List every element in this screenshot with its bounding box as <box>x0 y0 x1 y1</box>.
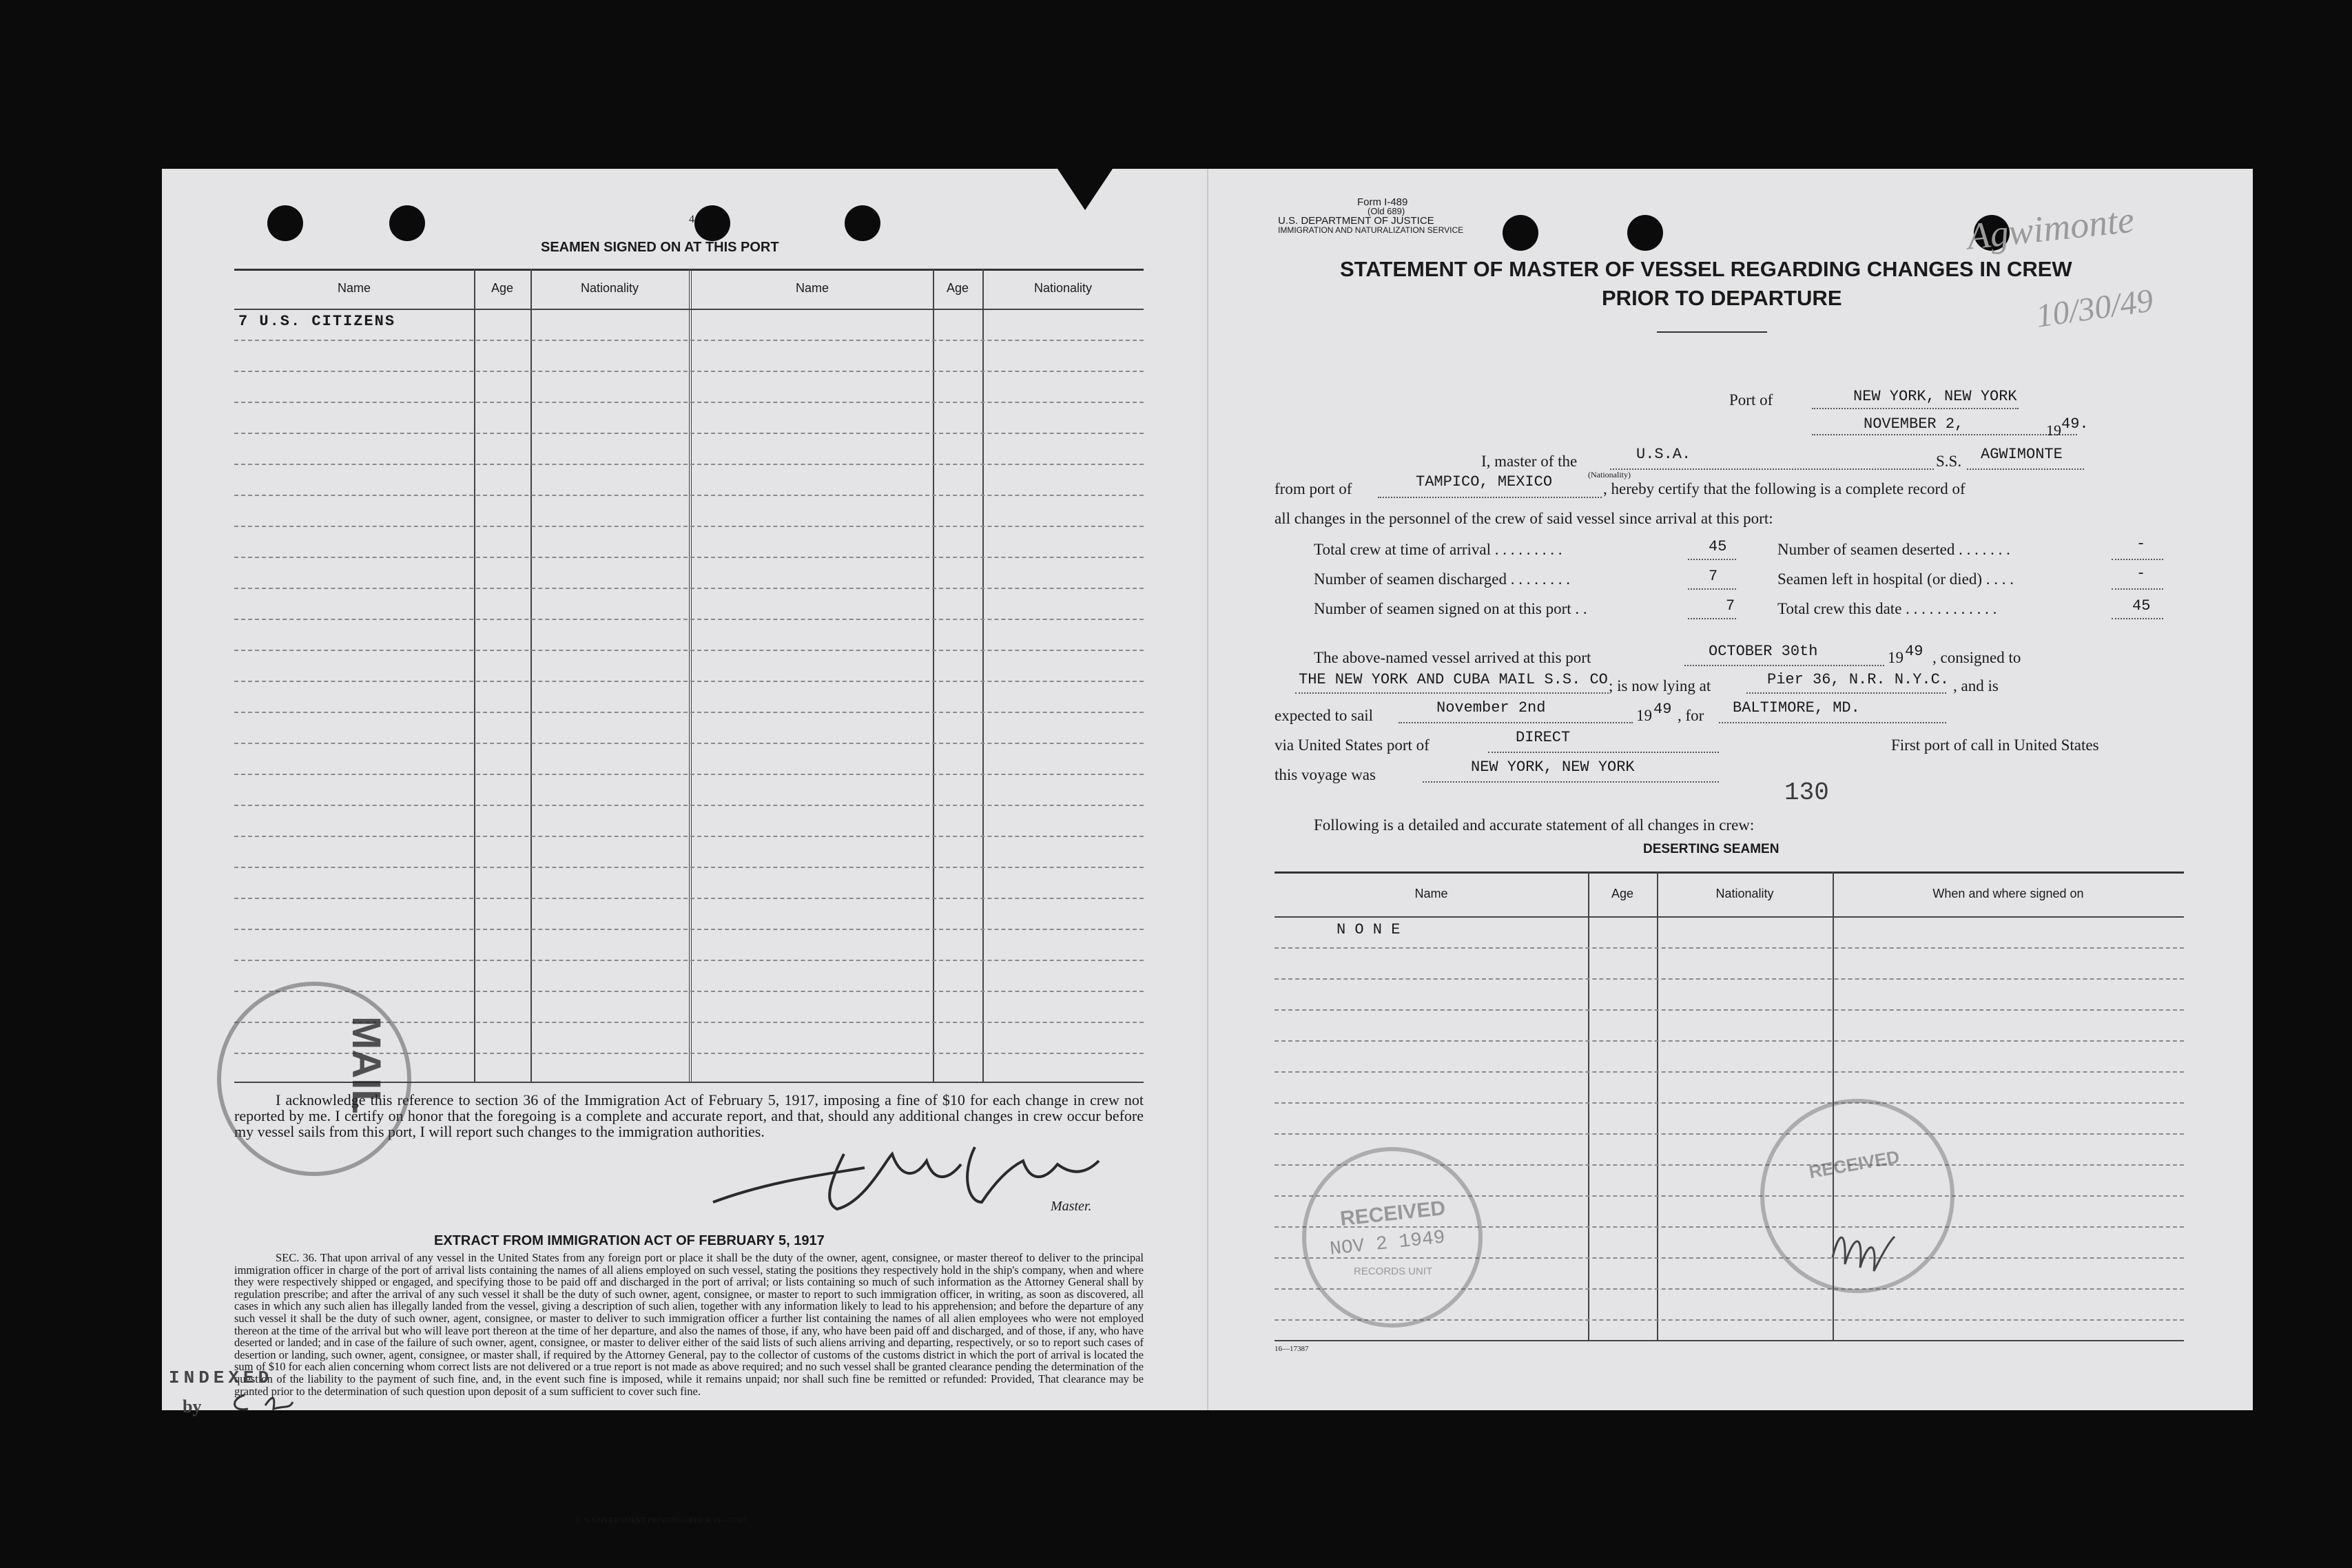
total-crew-date-label: Total crew this date . . . . . . . . . . . . <box>1777 600 1997 617</box>
via-value: DIRECT <box>1516 729 1571 746</box>
received-stamp-date: NOV 2 1949 <box>1328 1227 1447 1261</box>
punch-hole <box>389 205 425 241</box>
signed-on-value: 7 <box>1726 597 1735 615</box>
year-value: 49. <box>2061 415 2089 433</box>
indexed-stamp: INDEXED <box>169 1368 274 1388</box>
reference-number: 130 <box>1784 778 1829 807</box>
form-title-line2: PRIOR TO DEPARTURE <box>1602 286 1842 310</box>
from-port-value: TAMPICO, MEXICO <box>1416 473 1553 491</box>
date-value: NOVEMBER 2, <box>1864 415 1964 433</box>
right-printer-line: 16—17387 <box>1275 1345 1309 1353</box>
deserting-entry: N O N E <box>1337 921 1401 938</box>
department-name: U.S. DEPARTMENT OF JUSTICE <box>1278 215 1434 227</box>
page-number: 4 <box>689 214 694 225</box>
discharged-label: Number of seamen discharged . . . . . . . . <box>1314 570 1570 588</box>
ship-name: AGWIMONTE <box>1981 446 2063 463</box>
extract-text: SEC. 36. That upon arrival of any vessel in the United States from any foreign port or place it shall be the duty of the owner, agent, consignee, or master thereof to deliver to the principal immigration officer in charge of the port of arrival lists containing the names of all aliens employed on such vessel, stating the positions they respectively hold in the ship's company, when and where they were respectively shipped or engaged, and specifying those to be paid off and discharged in the port of arrival; or lists containing so much of such information as the Attorney General shall by regulation prescribe; and after the arrival of any such vessel it shall be the duty of such owner, agent, consignee, or master to report to such immigration officer, in writing, as soon as discovered, all cases in which any such alien has illegally landed from the vessel, giving a description of such alien, together with any information likely to lead to his apprehension; and before the departure of any such vessel it shall be the duty of such owner, agent, consignee, or master to deliver to such immigration officer a further list containing the names of all alien employees who were not employed thereon at the time of the arrival but who will leave port thereon at the time of her departure, and also the names of those, if any, who have been paid off and discharged, and of those, if any, who have deserted or landed; and in case of the failure of such owner, agent, consignee, or master to deliver either of the said lists of such aliens arriving and departing, respectively, or so to report such cases of desertion or landing, such owner, agent, consignee, or master shall, if required by the Attorney General, pay to the collector of customs of the customs district in which the port of arrival is located the sum of $10 for each alien concerning whom correct lists are not delivered or a true report is not made as above required; and no such vessel shall be granted clearance pending the determination of the question of the liability to the payment of such fine, and, in the event such fine is imposed, while it remains unpaid; nor shall such fine be remitted or refunded: Provided, That clearance may be granted prior to the determination of such question upon deposit of a sum sufficient to cover such fine. <box>234 1251 1144 1398</box>
mail-stamp-text: MAIL <box>344 1016 389 1114</box>
document-sheet <box>162 169 2253 1525</box>
punch-hole <box>267 205 303 241</box>
all-changes-text: all changes in the personnel of the crew of said vessel since arrival at this port: <box>1275 510 1773 527</box>
master-of-label: I, master of the <box>1481 453 1578 470</box>
stamp-initials <box>1826 1216 1901 1278</box>
total-crew-arrival-value: 45 <box>1709 538 1727 555</box>
column-header-age: Age <box>1611 887 1634 900</box>
punch-hole <box>1627 215 1663 251</box>
arrived-year-prefix: 19 <box>1888 649 1904 666</box>
column-header-when-where: When and where signed on <box>1932 887 2084 900</box>
column-header-name: Name <box>337 281 371 295</box>
port-label: Port of <box>1729 391 1773 409</box>
acknowledgement-text: I acknowledge this reference to section 36 of the Immigration Act of February 5, 1917, imposing a fine of $10 for each change in crew not reported by me. I certify on honor that the foregoing is a complete and accurate report, and that, should any additional changes in crew occur before my vessel sails from this port, I will report such changes to the immigration authorities. <box>234 1091 1144 1140</box>
consigned-label: , consigned to <box>1932 649 2021 666</box>
punch-hole <box>694 205 730 241</box>
deserted-label: Number of seamen deserted . . . . . . . <box>1777 541 2010 558</box>
handwritten-ship-name: Agwimonte <box>1965 198 2136 258</box>
received-stamp-label: RECEIVED <box>1339 1197 1447 1230</box>
column-header-age: Age <box>491 281 514 295</box>
voyage-value: NEW YORK, NEW YORK <box>1471 759 1635 776</box>
via-label: via United States port of <box>1275 736 1430 754</box>
indexed-initials <box>224 1388 307 1416</box>
column-header-name: Name <box>1414 887 1448 900</box>
form-old-number: (Old 689) <box>1368 206 1405 216</box>
hospital-value: - <box>2136 565 2146 582</box>
lying-label: ; is now lying at <box>1609 677 1711 694</box>
column-header-name: Name <box>795 281 829 295</box>
hospital-label: Seamen left in hospital (or died) . . . . <box>1777 570 2014 588</box>
received-stamp-2-label: RECEIVED <box>1807 1146 1901 1183</box>
arrived-year: 49 <box>1905 643 1923 660</box>
pier-location: Pier 36, N.R. N.Y.C. <box>1767 671 1950 688</box>
certify-text: , hereby certify that the following is a complete record of <box>1603 480 1966 497</box>
first-port-label: First port of call in United States <box>1891 736 2099 754</box>
year-prefix: 19 <box>2046 422 2061 439</box>
total-crew-date-value: 45 <box>2132 597 2151 615</box>
table-entry: 7 U.S. CITIZENS <box>238 313 396 330</box>
punch-hole <box>1503 215 1538 251</box>
arrived-label: The above-named vessel arrived at this port <box>1314 649 1591 666</box>
extract-title: EXTRACT FROM IMMIGRATION ACT OF FEBRUARY 5, 1917 <box>434 1233 825 1248</box>
torn-mark <box>1058 169 1113 210</box>
from-port-label: from port of <box>1275 480 1352 497</box>
column-header-nationality: Nationality <box>1033 281 1093 295</box>
service-name: IMMIGRATION AND NATURALIZATION SERVICE <box>1278 225 1464 235</box>
master-label: Master. <box>1051 1199 1092 1214</box>
received-stamp-unit: RECORDS UNIT <box>1354 1266 1433 1277</box>
handwritten-date: 10/30/49 <box>2034 282 2156 335</box>
ss-label: S.S. <box>1936 453 1962 470</box>
signed-on-label: Number of seamen signed on at this port . . <box>1314 600 1587 617</box>
deserting-seamen-table <box>1275 871 2184 1340</box>
indexed-by-label: by <box>183 1396 202 1416</box>
form-number: Form I-489 <box>1357 196 1408 208</box>
total-crew-arrival-label: Total crew at time of arrival . . . . . . . . . <box>1314 541 1562 558</box>
sail-year: 49 <box>1653 701 1672 718</box>
consignee: THE NEW YORK AND CUBA MAIL S.S. CO <box>1299 671 1608 688</box>
expected-label: expected to sail <box>1275 707 1374 724</box>
port-value: NEW YORK, NEW YORK <box>1853 388 2017 405</box>
nationality-caption: (Nationality) <box>1588 470 1631 479</box>
nationality-value: U.S.A. <box>1636 446 1691 463</box>
punch-hole <box>845 205 880 241</box>
column-header-age: Age <box>946 281 969 295</box>
following-text: Following is a detailed and accurate statement of all changes in crew: <box>1314 816 1755 834</box>
master-signature <box>685 996 1168 1240</box>
sail-year-prefix: 19 <box>1636 707 1652 724</box>
column-header-nationality: Nationality <box>1715 887 1774 900</box>
left-page-title: SEAMEN SIGNED ON AT THIS PORT <box>541 240 779 255</box>
center-fold <box>1207 169 1208 1410</box>
deserting-title: DESERTING SEAMEN <box>1643 842 1780 856</box>
form-title-line1: STATEMENT OF MASTER OF VESSEL REGARDING CHANGES IN CREW <box>1340 257 2072 281</box>
left-printer-line: U. S. GOVERNMENT PRINTING OFFICE 16—17387 <box>575 1516 747 1525</box>
column-header-nationality: Nationality <box>580 281 639 295</box>
sail-date: November 2nd <box>1436 699 1546 716</box>
seamen-signed-table <box>234 269 1144 1082</box>
discharged-value: 7 <box>1709 568 1718 585</box>
deserted-value: - <box>2136 535 2146 553</box>
voyage-label: this voyage was <box>1275 766 1376 783</box>
destination: BALTIMORE, MD. <box>1733 699 1860 716</box>
arrived-date: OCTOBER 30th <box>1709 643 1818 660</box>
and-is-label: , and is <box>1953 677 1999 694</box>
for-label: , for <box>1678 707 1704 724</box>
